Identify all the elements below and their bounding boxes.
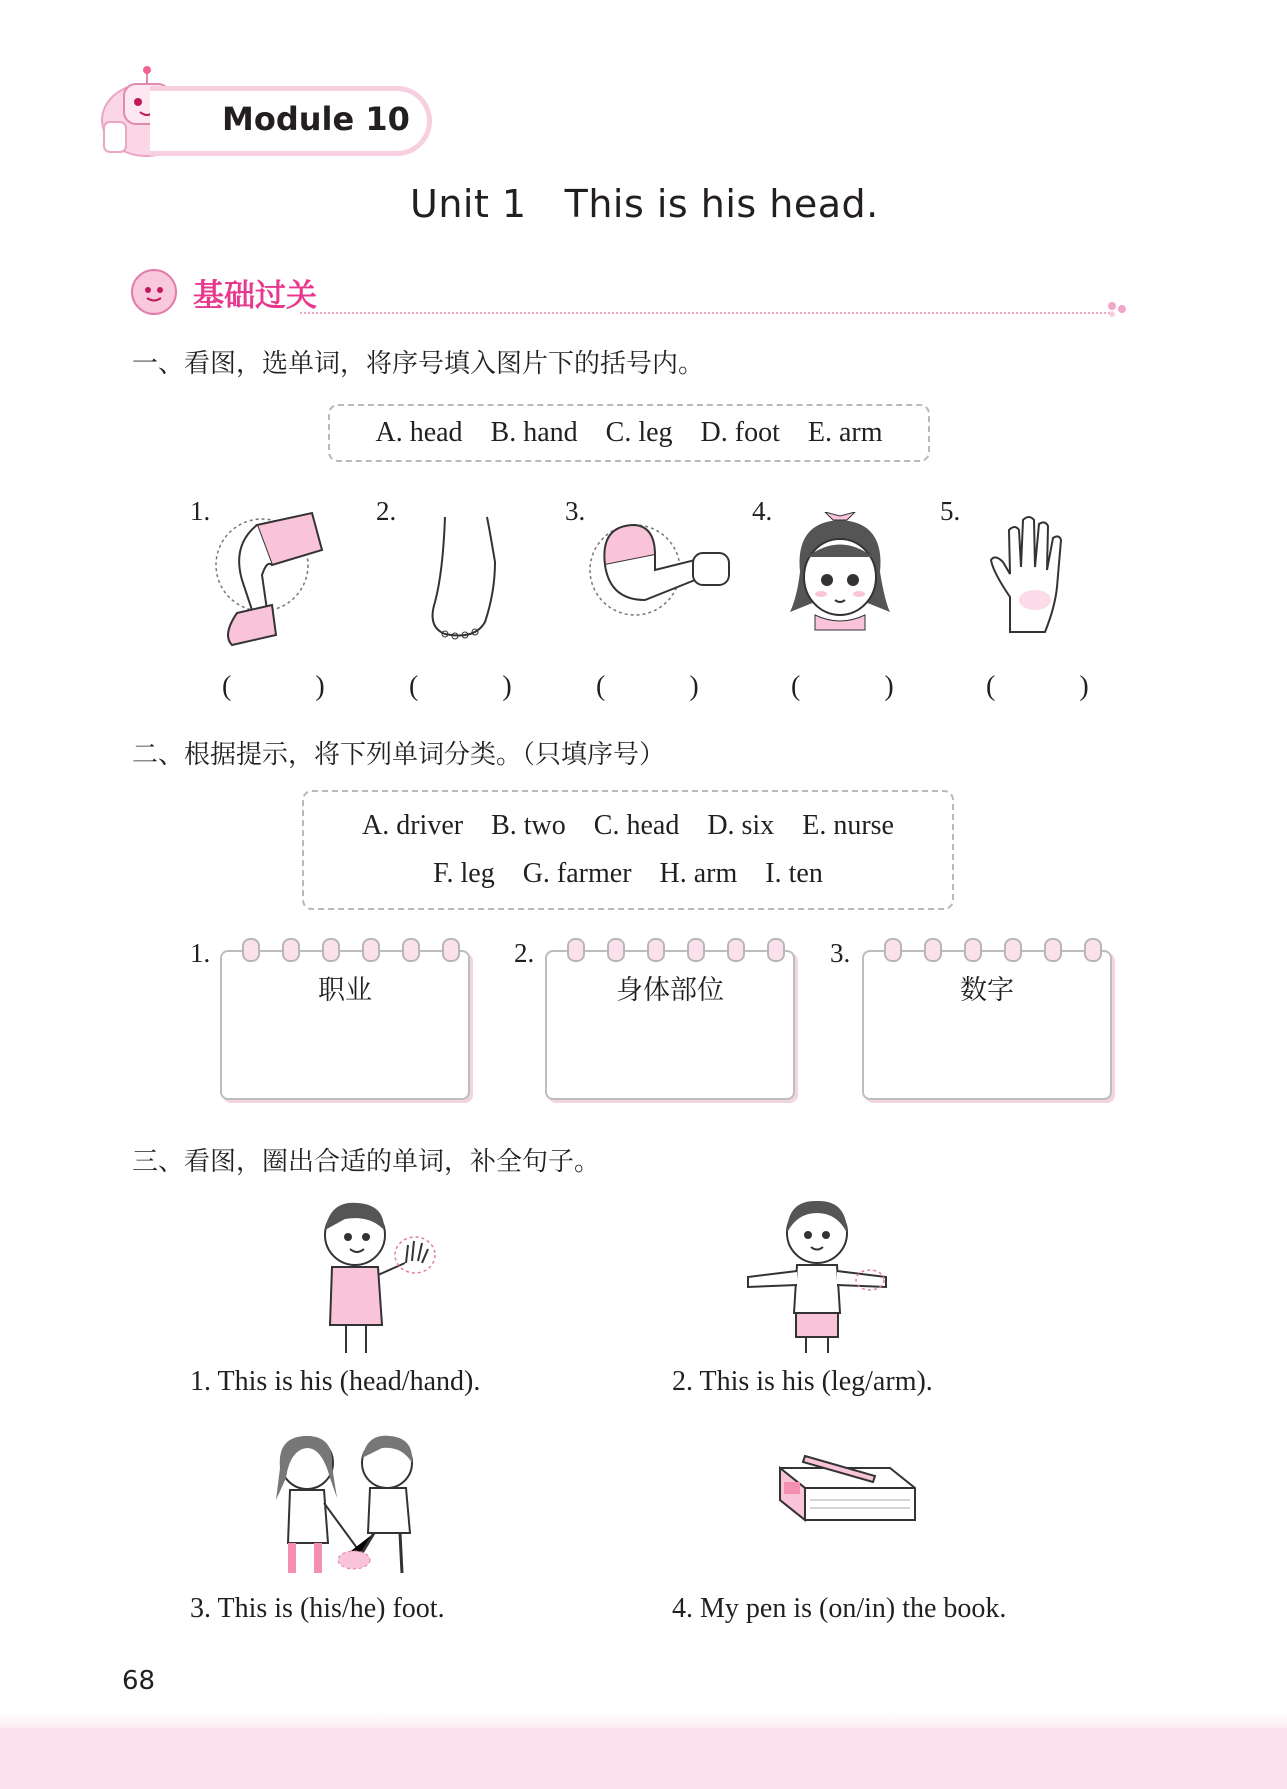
category-label: 身体部位 xyxy=(616,975,724,1006)
q3-sentence: 3. This is (his/he) foot. xyxy=(190,1593,445,1624)
q2-option: G. farmer xyxy=(522,858,632,889)
q1-item-number: 4. xyxy=(752,496,773,526)
q2-option: H. arm xyxy=(659,858,738,889)
unit-title xyxy=(410,182,879,226)
q1-option: E. arm xyxy=(807,417,883,448)
q1-word-box xyxy=(328,404,930,462)
q2-option: E. nurse xyxy=(802,810,894,841)
q2-option: A. driver xyxy=(362,810,464,841)
q1-title: 一、看图，选单词，将序号填入图片下的括号内。 xyxy=(132,349,705,379)
q2-word-row xyxy=(304,850,952,898)
q2-option: F. leg xyxy=(433,858,495,889)
q2-option: I. ten xyxy=(765,858,823,889)
q3-title: 三、看图，圈出合适的单词，补全句子。 xyxy=(132,1147,601,1177)
boy-hand-illustration xyxy=(310,1195,440,1355)
pen-on-book-illustration xyxy=(770,1448,920,1530)
section-divider xyxy=(300,312,1110,314)
q1-option: D. foot xyxy=(700,417,780,448)
unit-number: Unit 1 xyxy=(410,182,527,226)
q1-item-number: 3. xyxy=(565,496,586,526)
arm-icon xyxy=(585,515,735,625)
q1-answer-paren[interactable]: ( ) xyxy=(791,671,894,702)
q3-sentence: 2. This is his (leg/arm). xyxy=(672,1366,933,1397)
category-box-body-parts[interactable] xyxy=(545,950,795,1100)
q2-word-row xyxy=(304,802,952,850)
q1-option: C. leg xyxy=(605,417,673,448)
category-box-numbers[interactable] xyxy=(862,950,1112,1100)
q2-option: D. six xyxy=(707,810,775,841)
q3-sentence: 1. This is his (head/hand). xyxy=(190,1366,481,1397)
foot-icon xyxy=(405,512,505,642)
hand-icon xyxy=(985,512,1075,637)
page-number: 68 xyxy=(122,1666,156,1696)
section-badge-icon xyxy=(128,266,182,316)
q2-option: C. head xyxy=(593,810,680,841)
q1-answer-paren[interactable]: ( ) xyxy=(596,671,699,702)
category-label: 职业 xyxy=(318,975,372,1006)
q1-item-number: 1. xyxy=(190,496,211,526)
category-box-occupation[interactable] xyxy=(220,950,470,1100)
q1-answer-paren[interactable]: ( ) xyxy=(222,671,325,702)
q2-category-number: 3. xyxy=(830,938,851,968)
q2-option: B. two xyxy=(491,810,566,841)
divider-dots-icon xyxy=(1106,300,1130,322)
unit-heading: This is his head. xyxy=(564,182,879,226)
leg-icon xyxy=(212,505,332,650)
q3-sentence: 4. My pen is (on/in) the book. xyxy=(672,1593,1007,1624)
category-label: 数字 xyxy=(960,975,1014,1006)
q1-item-number: 2. xyxy=(376,496,397,526)
q2-category-number: 1. xyxy=(190,938,211,968)
child-arms-illustration xyxy=(742,1195,892,1355)
q1-answer-paren[interactable]: ( ) xyxy=(986,671,1089,702)
girl-head-icon xyxy=(785,512,895,632)
section-title: 基础过关 xyxy=(193,278,317,314)
q2-category-number: 2. xyxy=(514,938,535,968)
footer-band xyxy=(0,1728,1287,1789)
q1-option: A. head xyxy=(375,417,463,448)
q1-answer-paren[interactable]: ( ) xyxy=(409,671,512,702)
girl-boy-foot-illustration xyxy=(262,1428,442,1578)
module-label: Module 10 xyxy=(222,100,410,138)
q2-title: 二、根据提示，将下列单词分类。（只填序号） xyxy=(132,740,666,770)
q2-word-box xyxy=(302,790,954,910)
q1-option: B. hand xyxy=(490,417,578,448)
q1-item-number: 5. xyxy=(940,496,961,526)
